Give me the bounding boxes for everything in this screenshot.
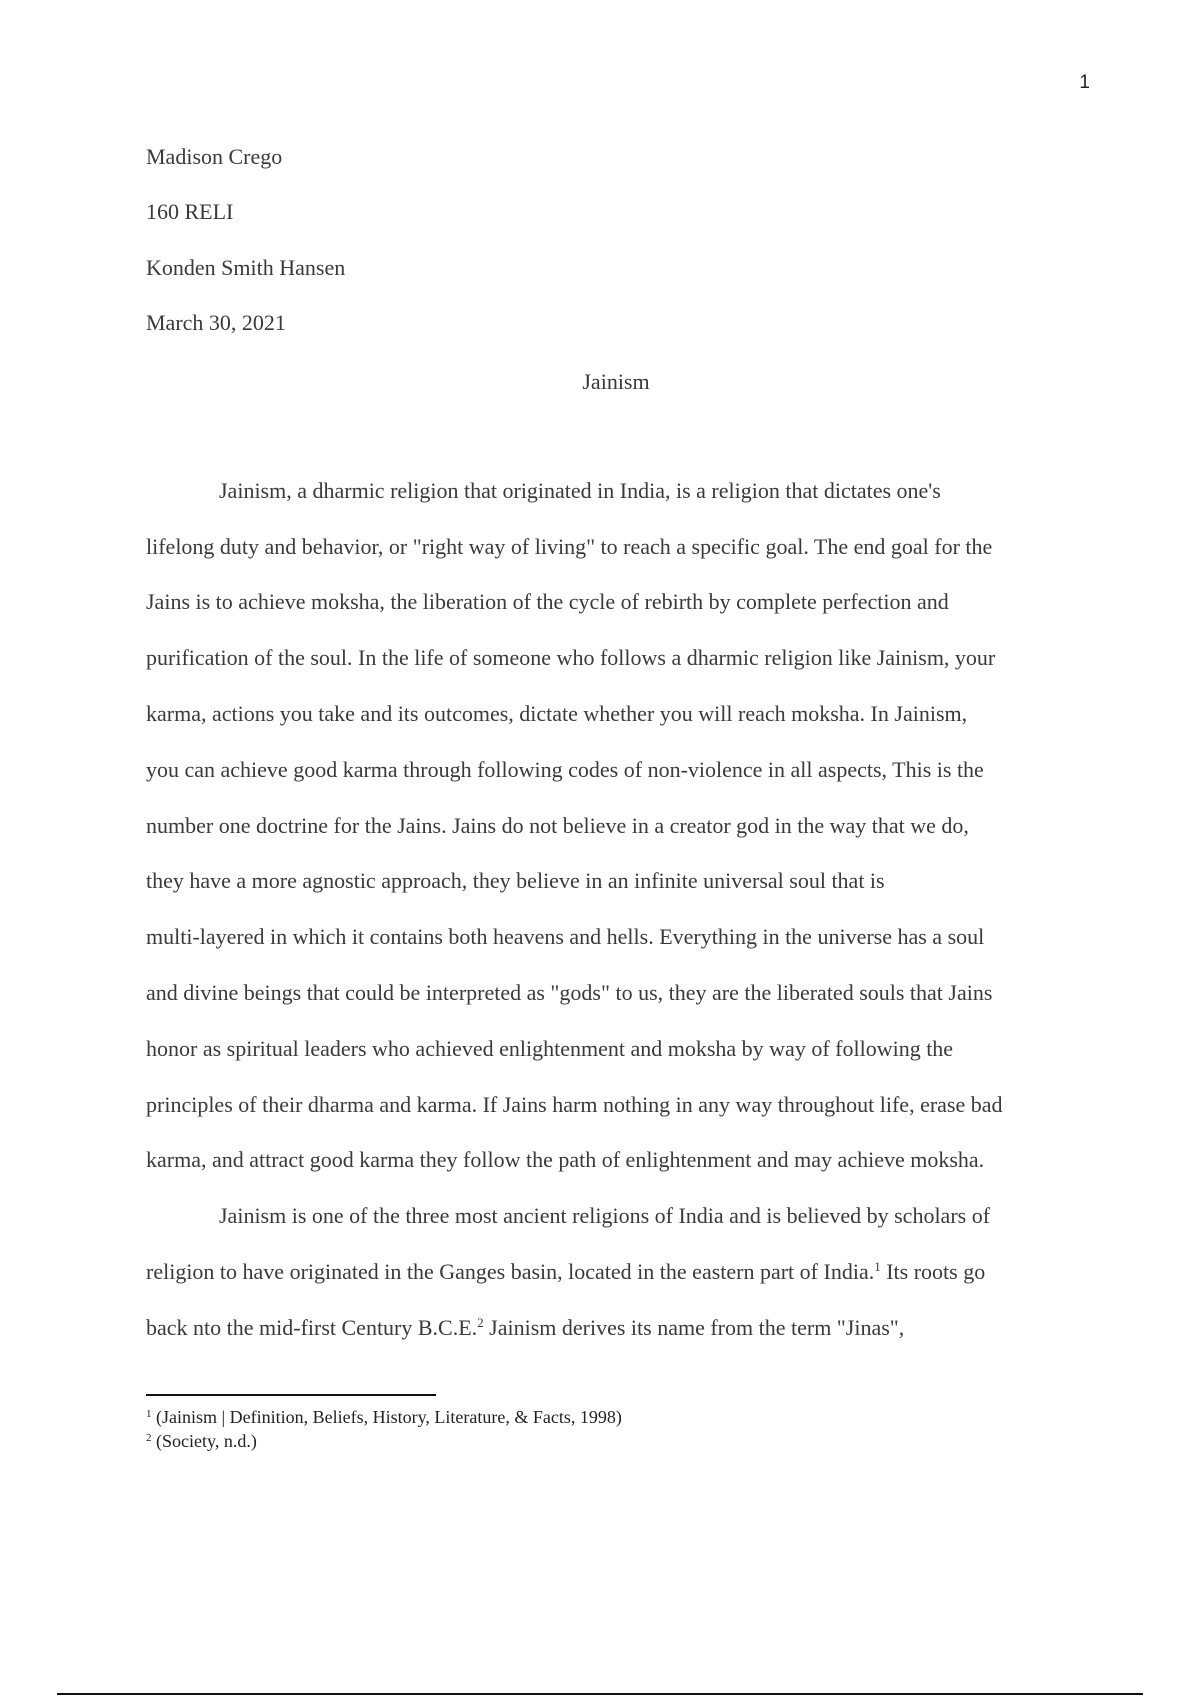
paragraph-1-line: and divine beings that could be interpreted as "gods" to us, they are the liberated souls that Jains <box>146 980 993 1005</box>
paragraph-1-line: number one doctrine for the Jains. Jains do not believe in a creator god in the way that we do, <box>146 813 969 838</box>
paragraph-1-line: multi-layered in which it contains both heavens and hells. Everything in the universe has a soul <box>146 924 985 949</box>
footnote <box>146 1407 622 1428</box>
course-code: 160 RELI <box>146 199 234 224</box>
footnote-reference: 2 <box>477 1315 484 1330</box>
footnote-text: (Society, n.d.) <box>151 1431 257 1451</box>
paragraph-2-line: Jainism is one of the three most ancient religions of India and is believed by scholars of <box>219 1203 991 1228</box>
paragraph-1-line: karma, and attract good karma they follow the path of enlightenment and may achieve moksha. <box>146 1147 985 1172</box>
footnote-text: (Jainism | Definition, Beliefs, History, Literature, & Facts, 1998) <box>151 1407 622 1427</box>
paragraph-1-line: principles of their dharma and karma. If Jains harm nothing in any way throughout life, erase bad <box>146 1092 1003 1117</box>
paragraph-2-text: Jainism derives its name from the term "Jinas", <box>483 1315 905 1340</box>
paragraph-2-text: Its roots go <box>880 1259 986 1284</box>
paragraph-2-text: back nto the mid-first Century B.C.E. <box>146 1315 478 1340</box>
paragraph-1-line: purification of the soul. In the life of someone who follows a dharmic religion like Jainism, your <box>146 645 996 670</box>
paragraph-1-line: Jains is to achieve moksha, the liberation of the cycle of rebirth by complete perfection and <box>146 589 949 614</box>
footnote-separator <box>146 1394 436 1396</box>
footnote-reference: 1 <box>874 1259 881 1274</box>
page-bottom-border <box>57 1693 1143 1695</box>
paragraph-2-line <box>146 1259 985 1285</box>
author-name: Madison Crego <box>146 144 283 169</box>
footnote-marker: 1 <box>146 1408 152 1420</box>
footnote-marker: 2 <box>146 1432 152 1444</box>
paragraph-2-text: religion to have originated in the Ganges basin, located in the eastern part of India. <box>146 1259 875 1284</box>
instructor-name: Konden Smith Hansen <box>146 255 346 280</box>
paragraph-1-line: you can achieve good karma through following codes of non-violence in all aspects, This is the <box>146 757 984 782</box>
document-date: March 30, 2021 <box>146 310 286 335</box>
page-number: 1 <box>1079 72 1090 93</box>
paragraph-1-line: honor as spiritual leaders who achieved enlightenment and moksha by way of following the <box>146 1036 954 1061</box>
paragraph-1-line: they have a more agnostic approach, they believe in an infinite universal soul that is <box>146 868 885 893</box>
footnote <box>146 1431 257 1452</box>
document-title: Jainism <box>582 369 650 394</box>
paragraph-1-line: karma, actions you take and its outcomes, dictate whether you will reach moksha. In Jainism, <box>146 701 968 726</box>
paragraph-1-line: Jainism, a dharmic religion that originated in India, is a religion that dictates one's <box>219 478 941 503</box>
paragraph-1-line: lifelong duty and behavior, or "right way of living" to reach a specific goal. The end goal for the <box>146 534 993 559</box>
paragraph-2-line <box>146 1315 904 1341</box>
